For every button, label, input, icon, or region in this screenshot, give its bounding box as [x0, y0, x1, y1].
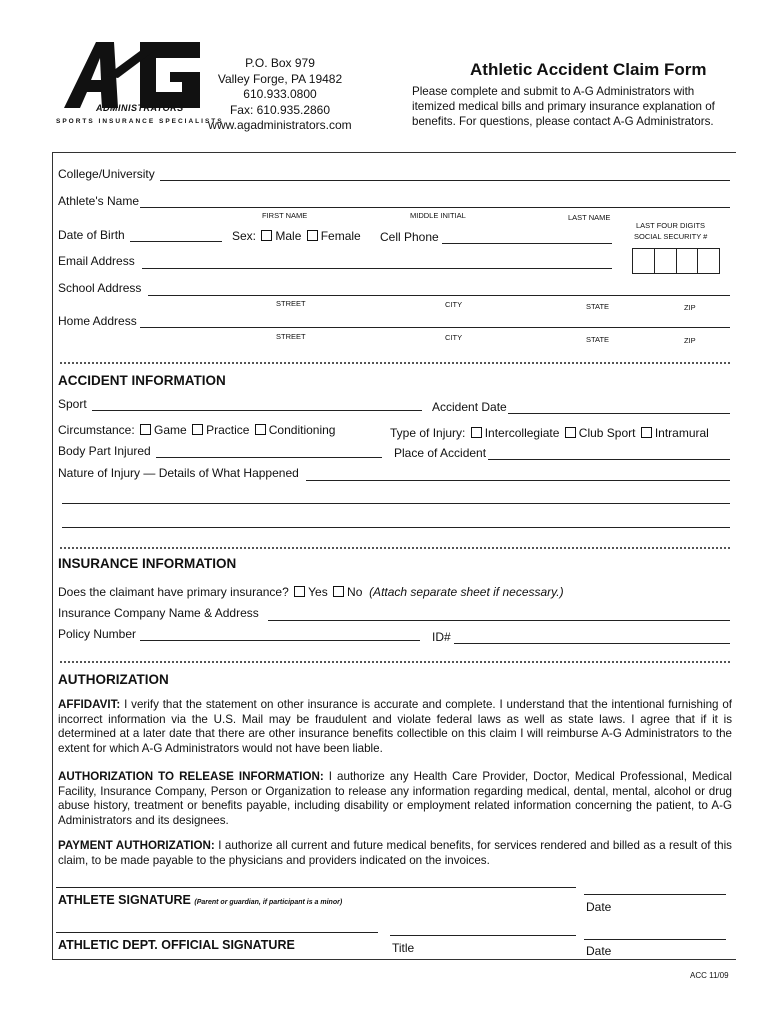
sex-label: Sex: Male Female — [232, 229, 361, 243]
dob-label: Date of Birth — [58, 228, 125, 242]
affidavit-text: I verify that the statement on other insurance is accurate and complete. I understand that the intentional furnishing of incorrect information via the U.S. Mail may be fraudulent and violate federal laws as well as state laws. I agree that if it is determined at a later date that there are other insurance benefits collectible on this claim I will reimburse A-G Administrators to the extent for which A-G Administrators would not have been liable. — [58, 698, 732, 755]
logo-tagline: SPORTS INSURANCE SPECIALISTS — [56, 118, 224, 125]
school-zip-caption: ZIP — [684, 303, 696, 312]
accident-heading: ACCIDENT INFORMATION — [58, 373, 226, 388]
nature-label: Nature of Injury — Details of What Happened — [58, 466, 299, 480]
title-field[interactable] — [390, 935, 576, 936]
affidavit-title: AFFIDAVIT: — [58, 698, 121, 711]
dob-field[interactable] — [130, 241, 222, 242]
school-address-field[interactable] — [148, 295, 730, 296]
circumstance-label: Circumstance: — [58, 423, 135, 437]
male-checkbox[interactable] — [261, 230, 272, 241]
athlete-signature-note: (Parent or guardian, if participant is a minor) — [194, 899, 343, 906]
payment-paragraph — [58, 839, 732, 868]
nature-field-2[interactable] — [62, 503, 730, 504]
circumstance-row — [58, 423, 335, 437]
last-name-caption: LAST NAME — [568, 213, 611, 222]
athlete-name-field[interactable] — [140, 207, 730, 208]
attach-note: (Attach separate sheet if necessary.) — [369, 585, 564, 599]
college-label: College/University — [58, 167, 155, 181]
authorization-heading: AUTHORIZATION — [58, 672, 169, 687]
no-label: No — [347, 585, 363, 599]
male-label: Male — [275, 229, 302, 243]
club-sport-label: Club Sport — [578, 426, 636, 440]
form-title: Athletic Accident Claim Form — [470, 60, 707, 79]
body-part-field[interactable] — [156, 457, 382, 458]
female-checkbox[interactable] — [307, 230, 318, 241]
athlete-name-label: Athlete's Name — [58, 194, 139, 208]
email-field[interactable] — [142, 268, 612, 269]
injury-type-row — [390, 426, 709, 440]
section-divider — [60, 547, 730, 549]
athlete-signature-label: ATHLETE SIGNATURE (Parent or guardian, if participant is a minor) — [58, 893, 343, 907]
home-address-label: Home Address — [58, 314, 137, 328]
cell-phone-field[interactable] — [442, 243, 612, 244]
conditioning-checkbox[interactable] — [255, 424, 266, 435]
cell-phone-label: Cell Phone — [380, 230, 439, 244]
nature-field-3[interactable] — [62, 527, 730, 528]
release-paragraph — [58, 770, 732, 828]
school-city-caption: CITY — [445, 300, 463, 309]
official-signature-label: ATHLETIC DEPT. OFFICIAL SIGNATURE — [58, 938, 295, 952]
accident-date-field[interactable] — [508, 413, 730, 414]
school-state-caption: STATE — [586, 302, 610, 311]
policy-label: Policy Number — [58, 627, 137, 641]
po-box: P.O. Box 979 — [245, 56, 315, 70]
place-label: Place of Accident — [394, 446, 487, 460]
yes-checkbox[interactable] — [294, 586, 305, 597]
insurance-heading: INSURANCE INFORMATION — [58, 556, 237, 571]
contact-block — [205, 56, 355, 134]
intramural-label: Intramural — [654, 426, 709, 440]
company-field[interactable] — [268, 620, 730, 621]
accident-date-label: Accident Date — [432, 400, 507, 414]
home-city-caption: CITY — [445, 333, 463, 342]
section-divider — [60, 362, 730, 364]
game-checkbox[interactable] — [140, 424, 151, 435]
athlete-date-label: Date — [586, 900, 612, 914]
official-date-field[interactable] — [584, 939, 726, 940]
policy-field[interactable] — [140, 640, 420, 641]
sport-label: Sport — [58, 397, 87, 411]
official-date-label: Date — [586, 944, 612, 958]
place-field[interactable] — [488, 459, 730, 460]
home-street-caption: STREET — [276, 332, 306, 341]
primary-insurance-row — [58, 585, 564, 599]
no-checkbox[interactable] — [333, 586, 344, 597]
form-instructions: Please complete and submit to A-G Administrators with itemized medical bills and primary insurance explanation of benefits. For questions, please contact A-G Administrators. — [412, 85, 715, 128]
fax: Fax: 610.935.2860 — [229, 102, 331, 117]
nature-field-1[interactable] — [306, 480, 730, 481]
website[interactable]: www.agadministrators.com — [208, 118, 352, 132]
conditioning-label: Conditioning — [268, 423, 336, 437]
payment-title: PAYMENT AUTHORIZATION: — [58, 839, 215, 852]
ssn-caption-2: SOCIAL SECURITY # — [634, 232, 708, 241]
first-name-caption: FIRST NAME — [262, 211, 308, 220]
injury-type-label: Type of Injury: — [390, 426, 466, 440]
school-address-label: School Address — [58, 281, 142, 295]
phone: 610.933.0800 — [243, 87, 317, 101]
intramural-checkbox[interactable] — [641, 427, 652, 438]
address-city: Valley Forge, PA 19482 — [217, 71, 343, 86]
game-label: Game — [154, 423, 187, 437]
intercollegiate-checkbox[interactable] — [471, 427, 482, 438]
female-label: Female — [320, 229, 361, 243]
title-label: Title — [392, 941, 415, 955]
yes-label: Yes — [308, 585, 328, 599]
affidavit-paragraph — [58, 698, 732, 756]
college-field[interactable] — [160, 180, 730, 181]
payment-text: I authorize all current and future medical benefits, for services rendered and billed as a result of this claim, to be made payable to the physicians and providers indicated on the invoices. — [58, 839, 732, 867]
primary-question: Does the claimant have primary insurance? — [58, 585, 289, 599]
middle-initial-caption: MIDDLE INITIAL — [410, 211, 466, 220]
club-sport-checkbox[interactable] — [565, 427, 576, 438]
intercollegiate-label: Intercollegiate — [484, 426, 560, 440]
id-field[interactable] — [454, 643, 730, 644]
section-divider — [60, 661, 730, 663]
company-label: Insurance Company Name & Address — [58, 606, 259, 620]
school-street-caption: STREET — [276, 299, 306, 308]
sport-field[interactable] — [92, 410, 422, 411]
home-address-field[interactable] — [140, 327, 730, 328]
practice-label: Practice — [206, 423, 250, 437]
athlete-signature-field[interactable] — [56, 887, 576, 888]
logo-name: ADMINISTRATORS — [96, 103, 184, 113]
email-label: Email Address — [58, 254, 135, 268]
ssn-boxes[interactable] — [632, 248, 720, 274]
release-text: I authorize any Health Care Provider, Doctor, Medical Professional, Medical Facility, Insurance Company, Person or Organization to release any information regarding medical, dental, mental, alcohol or drug abuse history, treatment or benefits payable, including disability or employment related information concerning the patient, to A-G Administrators and its designees. — [58, 770, 732, 827]
release-title: AUTHORIZATION TO RELEASE INFORMATION: — [58, 770, 324, 783]
athlete-date-field[interactable] — [584, 894, 726, 895]
ag-logo — [62, 40, 202, 110]
home-state-caption: STATE — [586, 335, 610, 344]
official-signature-field[interactable] — [56, 932, 378, 933]
ssn-caption-1: LAST FOUR DIGITS — [636, 221, 706, 230]
form-code: ACC 11/09 — [690, 971, 729, 980]
id-label: ID# — [432, 630, 451, 644]
home-zip-caption: ZIP — [684, 336, 696, 345]
practice-checkbox[interactable] — [192, 424, 203, 435]
body-part-label: Body Part Injured — [58, 444, 151, 458]
